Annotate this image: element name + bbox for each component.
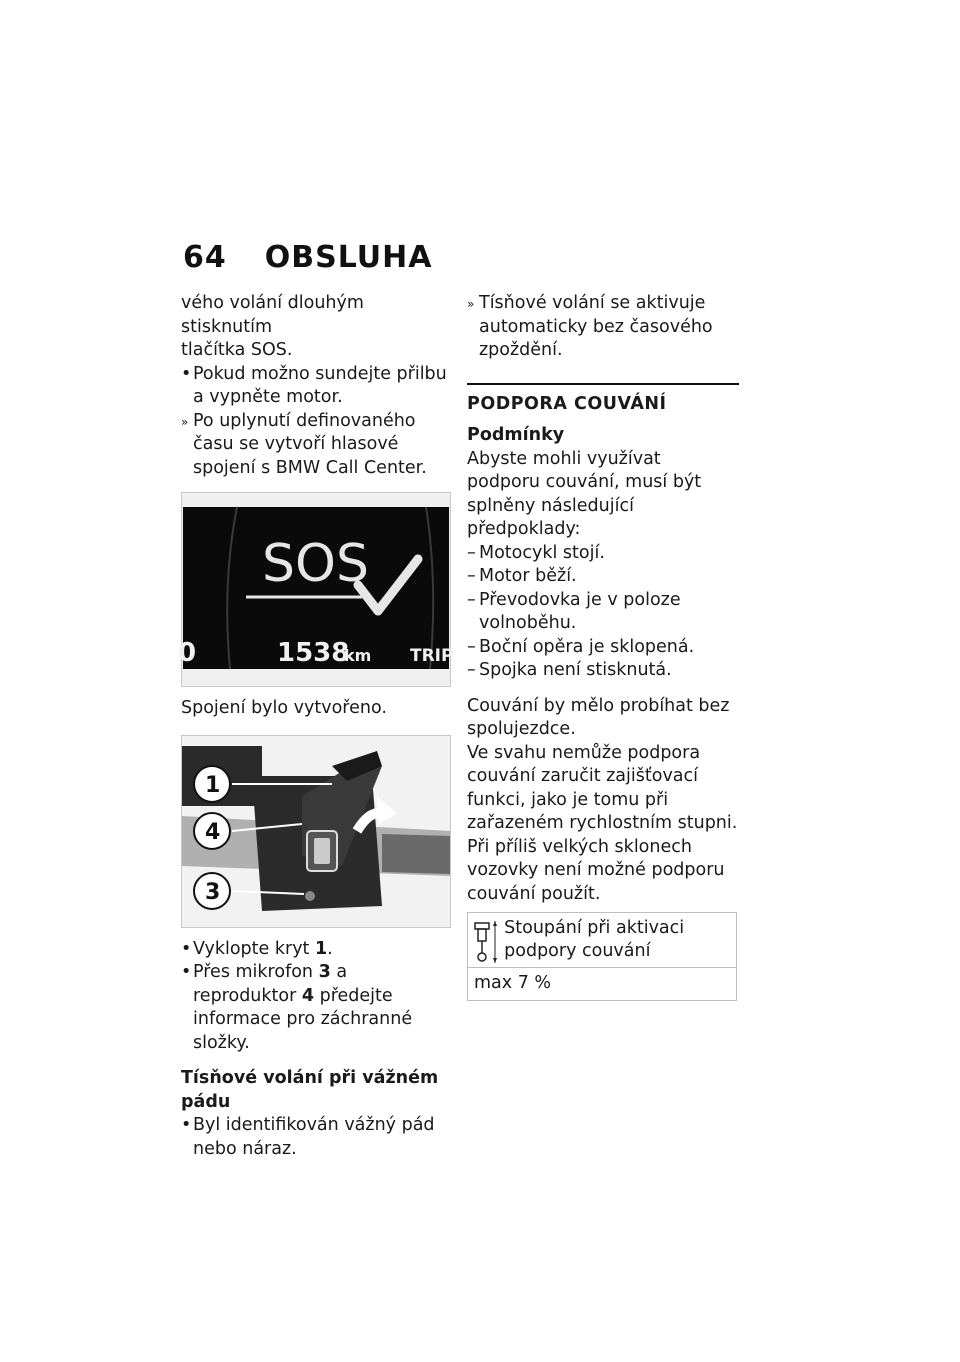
page-number: 64 (183, 240, 227, 275)
left-column (178, 292, 454, 1161)
incline-icon (468, 913, 500, 967)
bullet-microphone: • Přes mikrofon 3 a reproduktor 4 předejte informace pro záchranné složky. (181, 962, 413, 1053)
condition-item: – Boční opěra je sklopená. (467, 636, 739, 660)
bullet-open-cover: • Vyklopte kryt 1. (181, 938, 453, 962)
result-arrow-icon: » (467, 297, 475, 311)
result-arrow-icon: » (181, 414, 189, 429)
spec-table (467, 912, 737, 1001)
svg-text:4: 4 (205, 819, 221, 845)
dash-icon: – (467, 589, 476, 610)
note-incline: Při příliš velkých sklonech vozovky není možné podporu couvání použít. (467, 836, 725, 904)
result-call-center: » Po uplynutí definovaného času se vytvoří hlasové spojení s BMW Call Center. (181, 410, 427, 478)
condition-item: – Spojka není stisknutá. (467, 659, 739, 683)
note-slope: Ve svahu nemůže podpora couvání zaručit zajišťovací funkci, jako je tomu při zařazeném rychlostním stupni. (467, 742, 738, 833)
dash-icon: – (467, 566, 476, 586)
spec-value: max 7 % (474, 973, 552, 993)
subheading-crash-call: Tísňové volání při vážném pádu (181, 1068, 439, 1112)
result-auto-activation: » Tísňové volání se aktivuje automaticky bez časového zpoždění. (467, 293, 713, 360)
trip-label: TRIP (410, 646, 454, 666)
sos-display-figure (178, 492, 454, 687)
spec-header-row (468, 913, 736, 968)
handlebar-illustration (182, 736, 450, 927)
sos-display-illustration (178, 493, 454, 686)
right-column (467, 292, 739, 1001)
figure-caption: Spojení bylo vytvořeno. (181, 698, 387, 718)
condition-item: – Motor běží. (467, 565, 739, 589)
dash-icon: – (467, 636, 476, 657)
chapter-title: OBSLUHA (264, 240, 433, 275)
spec-label: Stoupání při aktivaci podpory couvání (504, 918, 685, 961)
dash-icon: – (467, 542, 476, 563)
bullet-icon: • (181, 962, 192, 982)
sos-text: SOS (262, 534, 369, 594)
section-title: PODPORA COUVÁNÍ (467, 383, 739, 417)
odometer-value: 1538 (277, 638, 350, 668)
odometer-unit: km (344, 646, 372, 665)
note-no-passenger: Couvání by mělo probíhat bez spolujezdce. (467, 695, 730, 739)
condition-item: – Převodovka je v poloze volnoběhu. (467, 589, 681, 633)
bullet-icon: • (181, 938, 192, 959)
left-digit: 0 (178, 638, 197, 668)
subheading-conditions: Podmínky (467, 425, 565, 445)
dash-icon: – (467, 660, 476, 680)
condition-item: – Motocykl stojí. (467, 542, 739, 566)
bullet-crash-detected: • Byl identifikován vážný pád nebo náraz. (181, 1115, 435, 1159)
svg-text:3: 3 (205, 879, 221, 905)
intro-text: vého volání dlouhým stisknutím tlačítka SOS. (181, 293, 364, 360)
bullet-icon: • (181, 363, 192, 384)
bullet-remove-helmet: • Pokud možno sundejte přilbu a vypněte motor. (181, 363, 447, 407)
page-header (183, 240, 432, 275)
bullet-icon: • (181, 1115, 192, 1135)
handlebar-switch-figure (181, 735, 451, 928)
svg-text:1: 1 (205, 772, 221, 798)
conditions-intro: Abyste mohli využívat podporu couvání, musí být splněny následující předpoklady: (467, 448, 702, 539)
